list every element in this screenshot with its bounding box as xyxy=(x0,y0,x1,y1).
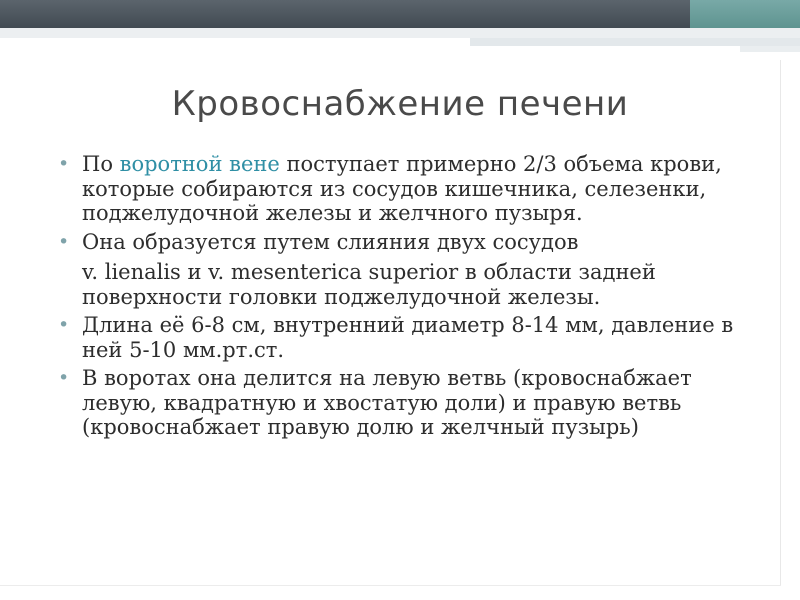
bullet-text: Она образуется путем слияния двух сосудов xyxy=(82,229,579,254)
bullet-item xyxy=(58,313,748,362)
bullet-text: В воротах она делится на левую ветвь (кровоснабжает левую, квадратную и хвостатую доли) и правую ветвь (кровоснабжает правую долю и желчный пузырь) xyxy=(82,366,692,439)
slide-body xyxy=(58,152,748,444)
bullet-highlight: воротной вене xyxy=(119,152,280,176)
bullet-text: Длина её 6-8 см, внутренний диаметр 8-14 мм, давление в ней 5-10 мм.рт.ст. xyxy=(82,313,734,362)
header-stripe-tertiary xyxy=(740,46,800,52)
slide-bottom-edge xyxy=(0,585,781,586)
bullet-icon: • xyxy=(58,153,70,175)
bullet-icon: • xyxy=(58,367,70,389)
bullet-icon: • xyxy=(58,314,70,336)
header-stripe-secondary xyxy=(470,38,800,46)
slide-right-edge xyxy=(780,60,781,585)
bullet-item xyxy=(58,366,748,440)
header-bar xyxy=(0,0,800,28)
header-stripe xyxy=(0,28,800,38)
bullet-item xyxy=(58,230,748,255)
bullet-item xyxy=(58,152,748,226)
bullet-icon: • xyxy=(58,230,70,253)
bullet-continuation: v. lienalis и v. mesenterica superior в области задней поверхности головки поджелудочной железы. xyxy=(82,260,656,309)
bullet-text-start: По xyxy=(82,152,120,176)
header-accent-bar xyxy=(690,0,800,28)
slide-title: Кровоснабжение печени xyxy=(171,84,629,124)
bullet-text-end: поступает примерно 2/3 объема крови, которые собираются из сосудов кишечника, селезенки, поджелудочной железы и желчного пузыря. xyxy=(82,152,722,225)
